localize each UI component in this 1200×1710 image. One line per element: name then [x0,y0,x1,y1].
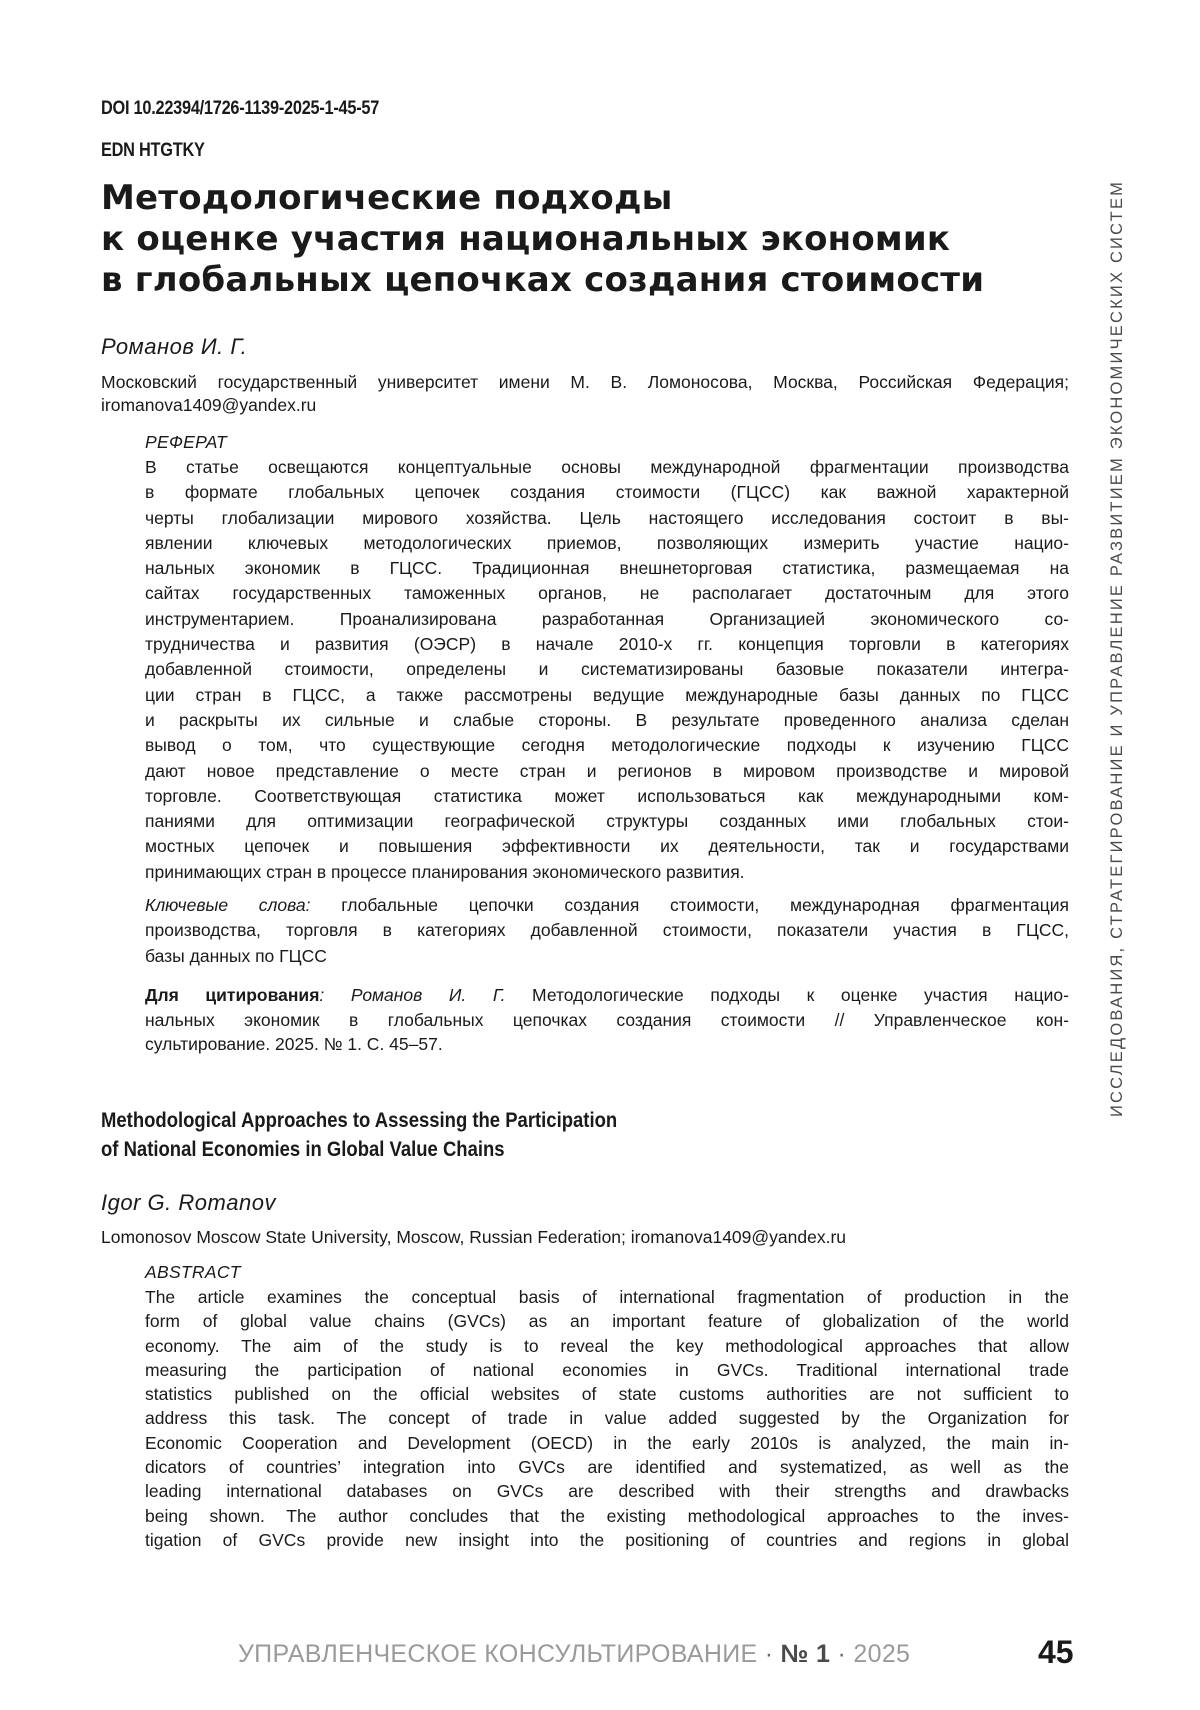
title-ru-line: в глобальных цепочках создания стоимости [101,260,1101,301]
abstract-en [145,1285,1069,1552]
author-en: Igor G. Romanov [101,1190,276,1216]
abstract-ru-line: нальных экономик в ГЦСС. Традиционная внешнеторговая статистика, размещаемая на [145,556,1069,581]
abstract-ru-line: паниями для оптимизации географической структуры созданных ими глобальных стои- [145,809,1069,834]
affiliation-en: Lomonosov Moscow State University, Moscow, Russian Federation; iromanova1409@yandex.ru [101,1226,1069,1249]
page-number: 45 [1038,1634,1074,1671]
abstract-ru [145,455,1069,885]
citation-line: сультирование. 2025. № 1. С. 45–57. [145,1032,1069,1057]
abstract-ru-line: вывод о том, что существующие сегодня методологические подходы к изучению ГЦСС [145,733,1069,758]
keywords-line: глобальные цепочки создания стоимости, международная фрагментация [341,895,1069,915]
title-en-line: of National Economies in Global Value Chains [101,1135,617,1164]
citation-author: : Романов И. Г. [319,985,505,1005]
abstract-ru-line: и раскрыты их сильные и слабые стороны. В результате проведенного анализа сделан [145,708,1069,733]
abstract-en-line: economy. The aim of the study is to reveal the key methodological approaches that allow [145,1334,1069,1358]
affiliation-ru: Московский государственный университет имени М. В. Ломоносова, Москва, Российская Федерация; iromanova1409@yandex.ru [101,371,1069,417]
abstract-label-en: ABSTRACT [145,1262,241,1283]
abstract-en-line: statistics published on the official websites of state customs authorities are not sufficient to [145,1382,1069,1406]
footer-year: 2025 [853,1640,910,1668]
footer-separator: · [765,1640,774,1668]
footer-issue: № 1 [781,1640,831,1668]
abstract-ru-line: добавленной стоимости, определены и систематизированы базовые показатели интегра- [145,657,1069,682]
citation-line: нальных экономик в глобальных цепочках создания стоимости // Управленческое кон- [145,1008,1069,1033]
keywords-line: базы данных по ГЦСС [145,944,1069,969]
abstract-ru-line: ции стран в ГЦСС, а также рассмотрены ведущие международные базы данных по ГЦСС [145,683,1069,708]
title-ru-line: Методологические подходы [101,178,1101,219]
author-ru: Романов И. Г. [101,334,247,360]
edn-line: EDN HTGTKY [101,140,205,162]
abstract-ru-line: инструментарием. Проанализирована разработанная Организацией экономического со- [145,607,1069,632]
title-en [101,1106,617,1164]
abstract-en-line: dicators of countries’ integration into GVCs are identified and systematized, as well as the [145,1455,1069,1479]
abstract-en-line: address this task. The concept of trade in value added suggested by the Organization for [145,1406,1069,1430]
citation-line: Методологические подходы к оценке участия нацио- [505,985,1069,1005]
abstract-en-line: The article examines the conceptual basis of international fragmentation of production in the [145,1285,1069,1309]
article-page [0,0,1200,1710]
abstract-en-line: leading international databases on GVCs are described with their strengths and drawbacks [145,1479,1069,1503]
abstract-ru-line: принимающих стран в процессе планирования экономического развития. [145,860,1069,885]
abstract-ru-line: сайтах государственных таможенных органов, не располагает достаточным для этого [145,581,1069,606]
title-ru-line: к оценке участия национальных экономик [101,219,1101,260]
footer-journal-line [238,1640,910,1669]
abstract-en-line: tigation of GVCs provide new insight into the positioning of countries and regions in global [145,1528,1069,1552]
abstract-en-line: Economic Cooperation and Development (OECD) in the early 2010s is analyzed, the main in- [145,1431,1069,1455]
abstract-en-line: being shown. The author concludes that the existing methodological approaches to the inves- [145,1504,1069,1528]
abstract-en-line: form of global value chains (GVCs) as an important feature of globalization of the world [145,1309,1069,1333]
keywords-line: производства, торговля в категориях добавленной стоимости, показатели участия в ГЦСС, [145,918,1069,943]
title-en-line: Methodological Approaches to Assessing the Participation [101,1106,617,1135]
doi-line[interactable]: DOI 10.22394/1726-1139-2025-1-45-57 [101,98,379,120]
citation-label: Для цитирования [145,985,319,1005]
abstract-ru-line: трудничества и развития (ОЭСР) в начале 2010-х гг. концепция торговли в категориях [145,632,1069,657]
abstract-ru-line: мостных цепочек и повышения эффективности их деятельности, так и государствами [145,834,1069,859]
abstract-ru-line: В статье освещаются концептуальные основы международной фрагментации производства [145,455,1069,480]
keywords-label: Ключевые слова: [145,895,311,915]
abstract-ru-line: дают новое представление о месте стран и регионов в мировом производстве и мировой [145,759,1069,784]
footer-journal: УПРАВЛЕНЧЕСКОЕ КОНСУЛЬТИРОВАНИЕ [238,1640,758,1668]
footer-separator: · [838,1640,847,1668]
side-running-head: ИССЛЕДОВАНИЯ, СТРАТЕГИРОВАНИЕ И УПРАВЛЕНИЕ РАЗВИТИЕМ ЭКОНОМИЧЕСКИХ СИСТЕМ [1108,97,1132,1117]
abstract-ru-line: в формате глобальных цепочек создания стоимости (ГЦСС) как важной характерной [145,480,1069,505]
abstract-ru-line: торговле. Соответствующая статистика может использоваться как международными ком- [145,784,1069,809]
abstract-label-ru: РЕФЕРАТ [145,432,227,453]
abstract-ru-line: явлении ключевых методологических приемов, позволяющих измерить участие нацио- [145,531,1069,556]
abstract-ru-line: черты глобализации мирового хозяйства. Цель настоящего исследования состоит в вы- [145,506,1069,531]
citation-ru [145,983,1069,1057]
abstract-en-line: measuring the participation of national economies in GVCs. Traditional international trade [145,1358,1069,1382]
keywords-ru [145,893,1069,969]
title-ru [101,178,1101,301]
